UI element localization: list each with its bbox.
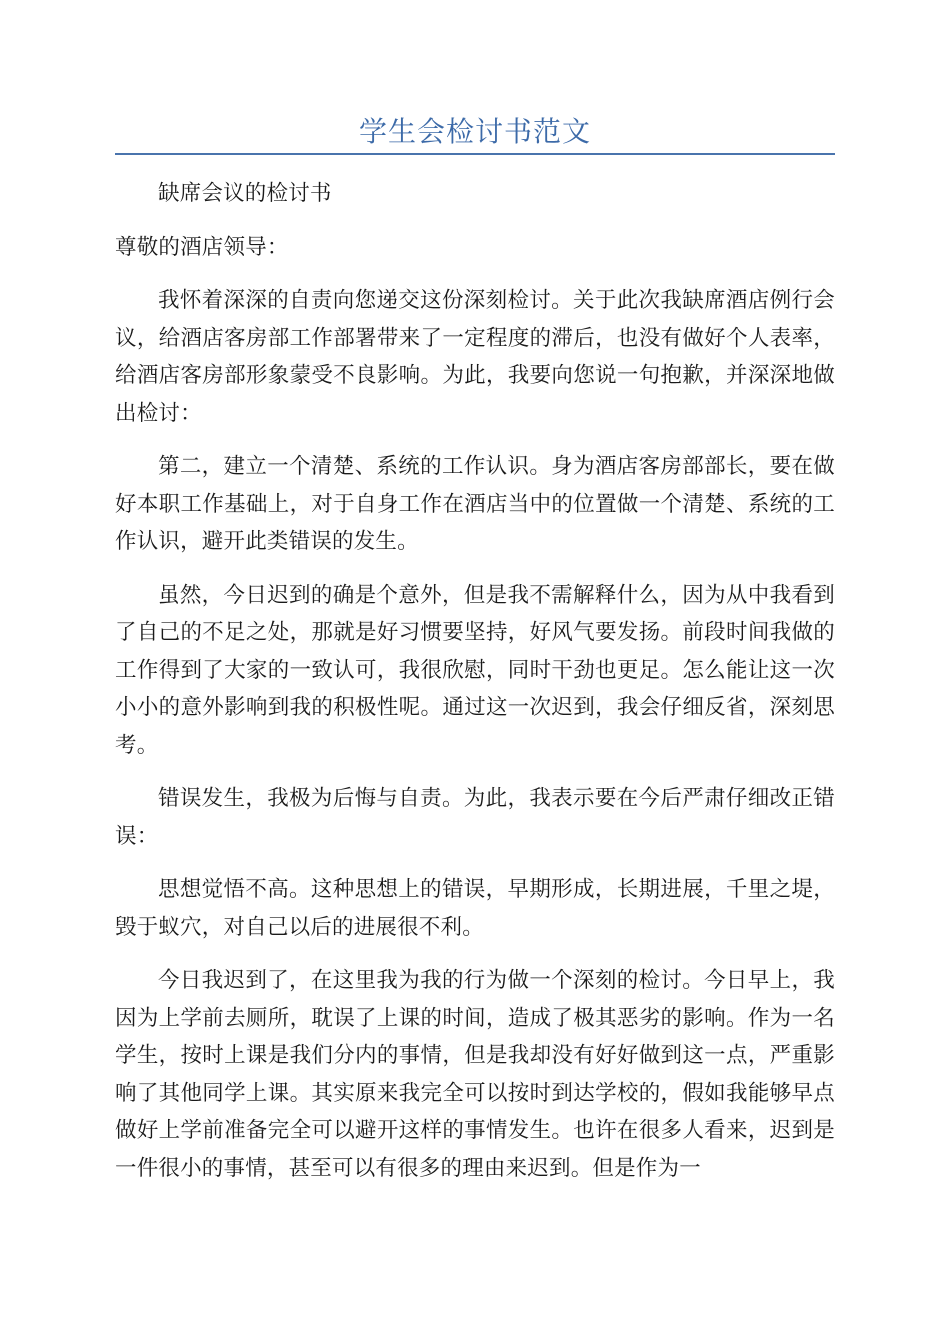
paragraph: 第二，建立一个清楚、系统的工作认识。身为酒店客房部部长，要在做好本职工作基础上，对于自身工作在酒店当中的位置做一个清楚、系统的工作认识，避开此类错误的发生。 [115,454,835,554]
title-underline [115,153,835,155]
paragraph: 虽然，今日迟到的确是个意外，但是我不需解释什么，因为从中我看到了自己的不足之处，那就是好习惯要坚持，好风气要发扬。前段时间我做的工作得到了大家的一致认可，我很欣慰，同时干劲也更足。怎么能让这一次小小的意外影响到我的积极性呢。通过这一次迟到，我会仔细反省，深刻思考。 [115,582,835,758]
paragraph: 思想觉悟不高。这种思想上的错误，早期形成，长期进展，千里之堤，毁于蚁穴，对自己以后的进展很不利。 [115,877,835,940]
document-title: 学生会检讨书范文 [358,115,591,148]
paragraph: 错误发生，我极为后悔与自责。为此，我表示要在今后严肃仔细改正错误： [115,786,835,849]
paragraph: 今日我迟到了，在这里我为我的行为做一个深刻的检讨。今日早上，我因为上学前去厕所，耽误了上课的时间，造成了极其恶劣的影响。作为一名学生，按时上课是我们分内的事情，但是我却没有好好做到这一点，严重影响了其他同学上课。其实原来我完全可以按时到达学校的，假如我能够早点做好上学前准备完全可以避开这样的事情发生。也许在很多人看来，迟到是一件很小的事情，甚至可以有很多的理由来迟到。但是作为一 [115,968,835,1181]
salutation: 尊敬的酒店领导： [115,234,289,260]
paragraph: 我怀着深深的自责向您递交这份深刻检讨。关于此次我缺席酒店例行会议，给酒店客房部工作部署带来了一定程度的滞后，也没有做好个人表率，给酒店客房部形象蒙受不良影响。为此，我要向您说一句抱歉，并深深地做出检讨： [115,288,835,426]
document-body [115,175,835,1203]
subheading: 缺席会议的检讨书 [158,181,332,206]
